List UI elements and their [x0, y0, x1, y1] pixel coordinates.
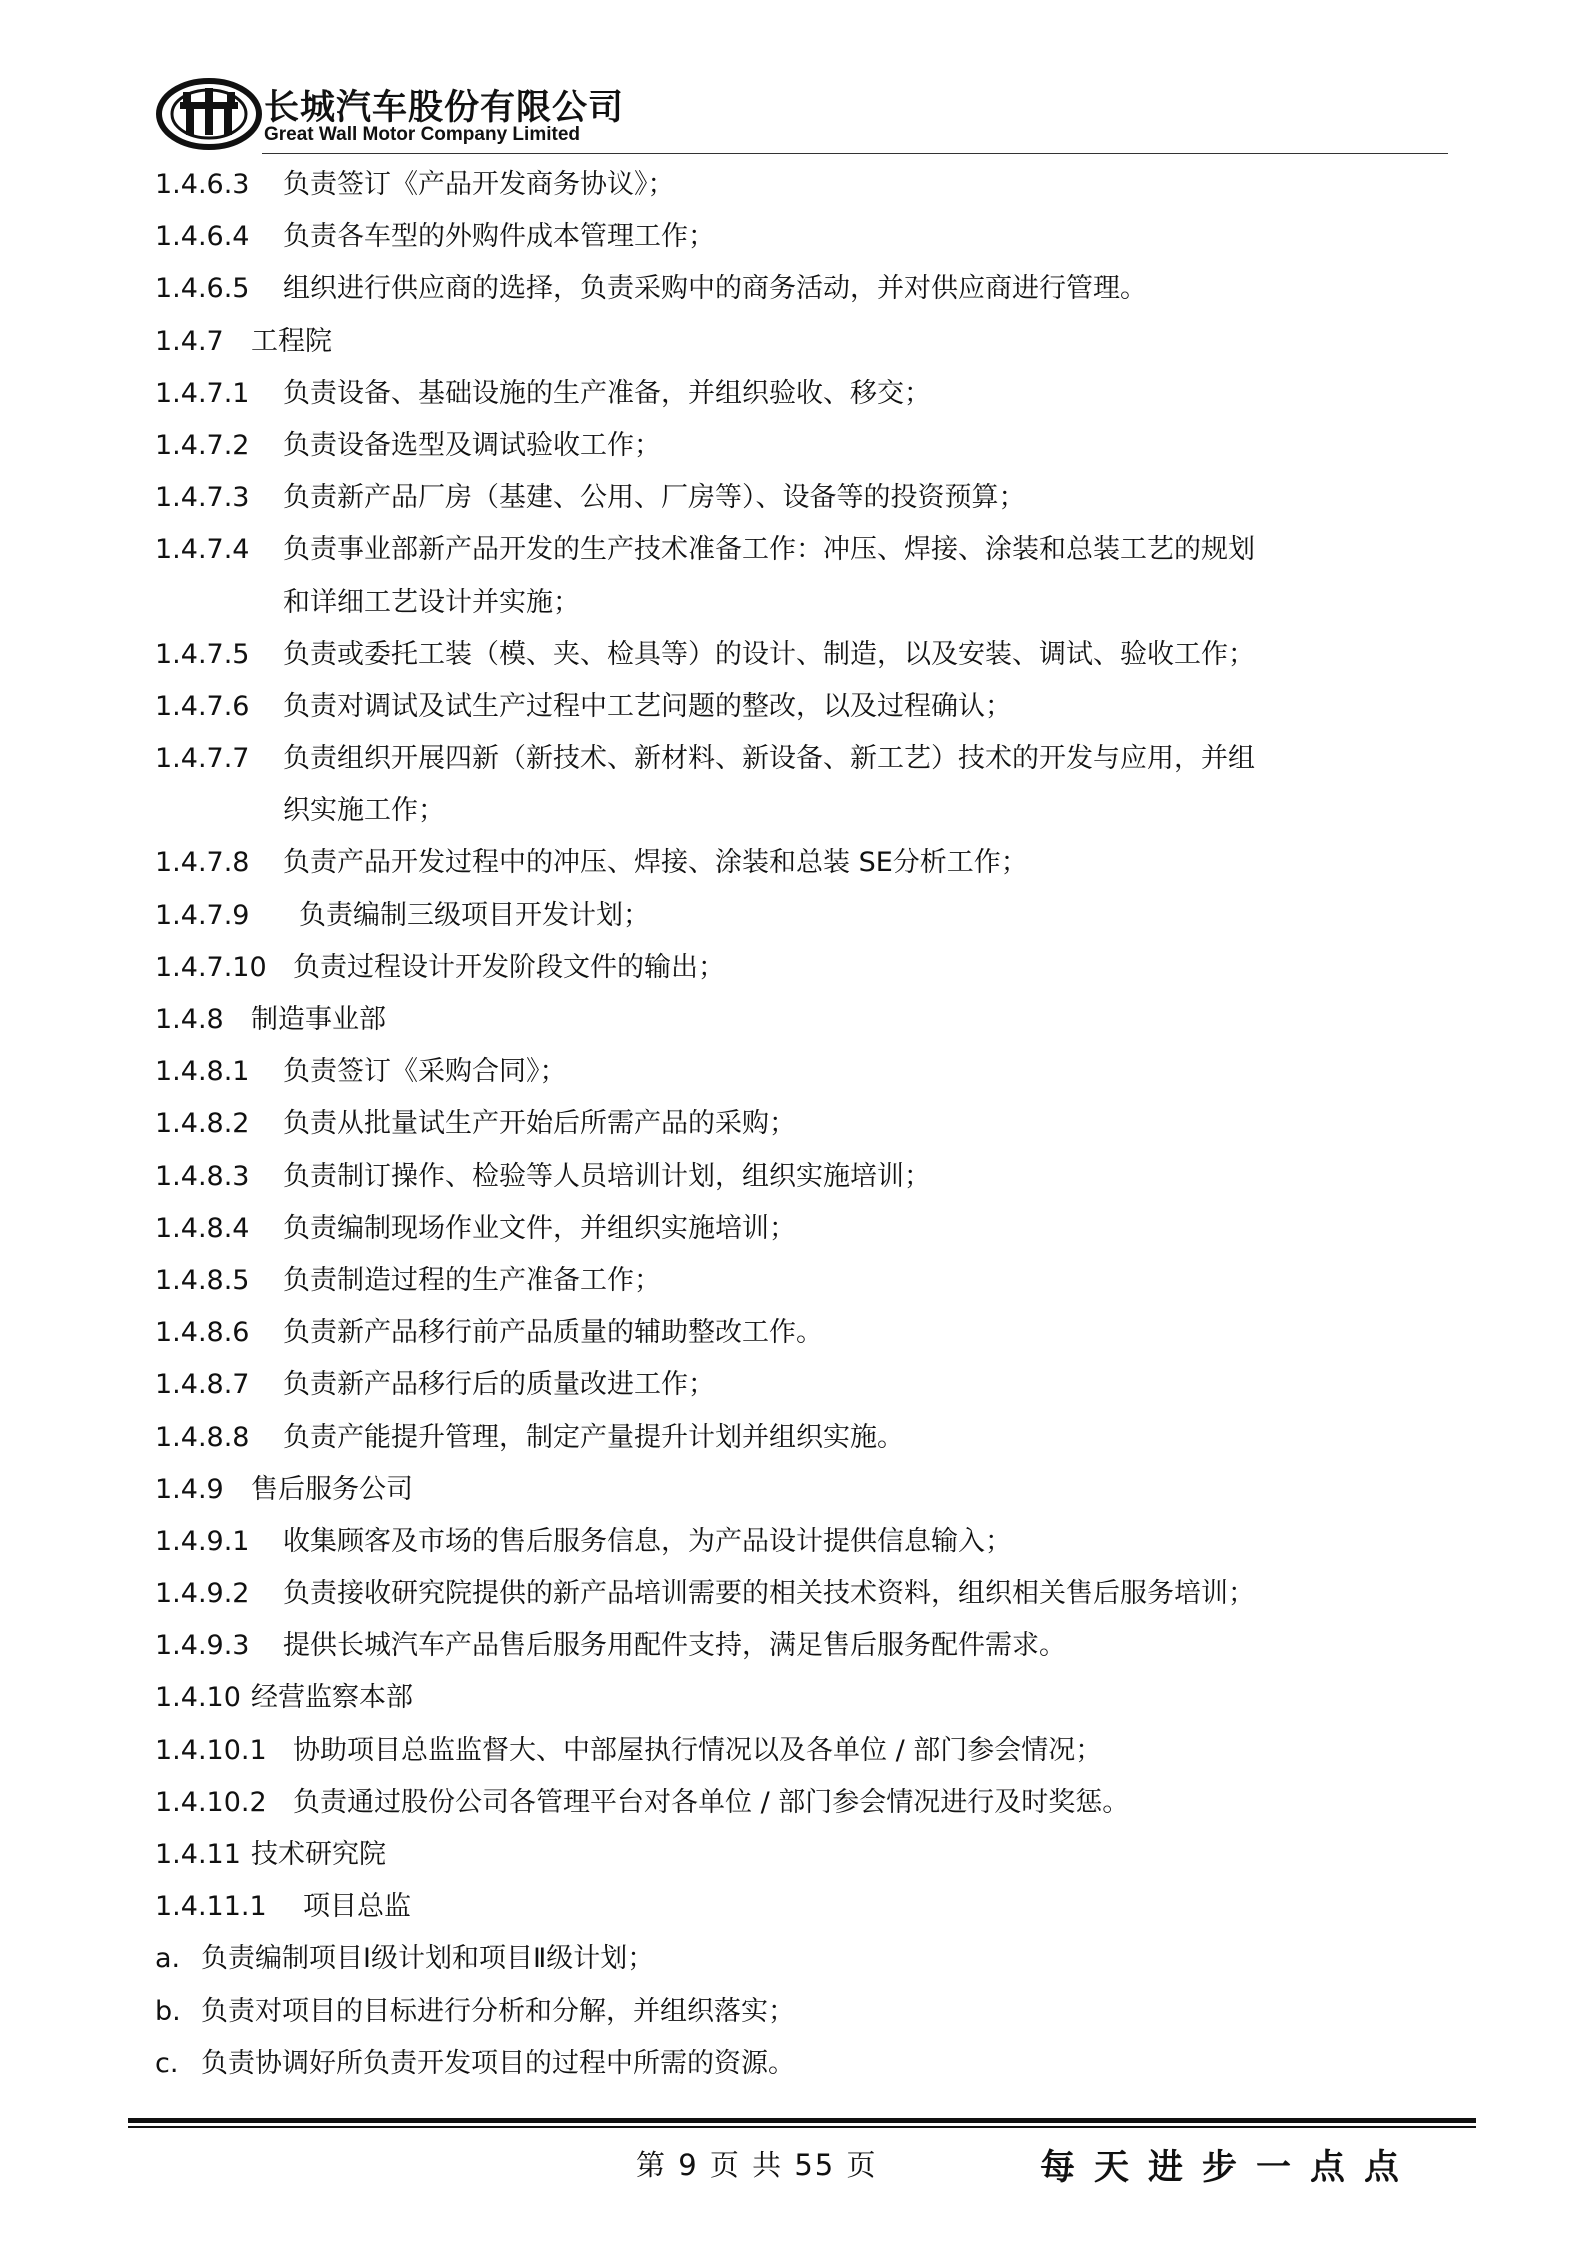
clause-text: 售后服务公司	[251, 1473, 413, 1505]
clause-line	[155, 1620, 1445, 1672]
clause-text: 负责事业部新产品开发的生产技术准备工作：冲压、焊接、涂装和总装工艺的规划	[283, 534, 1255, 566]
great-wall-logo-icon	[156, 78, 262, 150]
clause-number: 1.4.7.8	[155, 847, 250, 879]
clause-text: 织实施工作；	[283, 795, 445, 827]
clause-number: 1.4.7.2	[155, 429, 250, 461]
clause-number: 1.4.8.6	[155, 1317, 250, 1349]
clause-text: 负责各车型的外购件成本管理工作；	[283, 221, 715, 253]
document-header	[150, 76, 1450, 156]
clause-number: 1.4.11	[155, 1839, 241, 1870]
clause-line	[155, 1986, 1445, 2038]
clause-text: 负责制订操作、检验等人员培训计划，组织实施培训；	[283, 1160, 931, 1192]
clause-line	[155, 2038, 1445, 2090]
clause-line	[155, 159, 1445, 211]
footer-divider-thick	[128, 2118, 1476, 2123]
clause-text: 负责对调试及试生产过程中工艺问题的整改，以及过程确认；	[283, 690, 1012, 722]
clause-number: 1.4.7.9	[155, 899, 250, 931]
clause-line	[155, 1672, 1445, 1724]
clause-number: 1.4.8.3	[155, 1160, 250, 1192]
clause-line	[155, 524, 1445, 576]
clause-line	[155, 1881, 1445, 1933]
clause-line	[155, 316, 1445, 368]
clause-line	[155, 1933, 1445, 1985]
clause-number: 1.4.9.1	[155, 1525, 250, 1557]
clause-line	[155, 942, 1445, 994]
clause-text: 负责通过股份公司各管理平台对各单位 / 部门参会情况进行及时奖惩。	[293, 1786, 1130, 1818]
clause-line	[155, 1568, 1445, 1620]
clause-line	[155, 1255, 1445, 1307]
clause-text: 提供长城汽车产品售后服务用配件支持，满足售后服务配件需求。	[283, 1630, 1066, 1662]
clause-number: 1.4.9	[155, 1473, 224, 1505]
clause-line	[155, 629, 1445, 681]
clause-number: 1.4.7.4	[155, 534, 250, 566]
clause-line	[155, 1203, 1445, 1255]
clause-line	[155, 263, 1445, 315]
clause-number: b.	[155, 1995, 181, 2027]
clause-line	[155, 1307, 1445, 1359]
clause-text: 负责制造过程的生产准备工作；	[283, 1264, 661, 1296]
clause-number: 1.4.8.5	[155, 1264, 250, 1296]
document-body	[155, 159, 1445, 2090]
clause-text: 负责接收研究院提供的新产品培训需要的相关技术资料，组织相关售后服务培训；	[283, 1578, 1255, 1610]
clause-number: 1.4.7.5	[155, 638, 250, 670]
clause-text: 负责新产品移行前产品质量的辅助整改工作。	[283, 1317, 823, 1349]
clause-text: 负责产能提升管理，制定产量提升计划并组织实施。	[283, 1421, 904, 1453]
clause-text: 负责编制三级项目开发计划；	[299, 899, 650, 931]
clause-number: 1.4.10.1	[155, 1734, 267, 1766]
clause-text: 负责或委托工装（模、夹、检具等）的设计、制造，以及安装、调试、验收工作；	[283, 638, 1255, 670]
clause-text: 协助项目总监监督大、中部屋执行情况以及各单位 / 部门参会情况；	[293, 1734, 1103, 1766]
clause-number: 1.4.8.4	[155, 1212, 250, 1244]
clause-line	[155, 472, 1445, 524]
clause-line	[155, 1777, 1445, 1829]
clause-line	[155, 1412, 1445, 1464]
clause-text: 负责新产品移行后的质量改进工作；	[283, 1369, 715, 1401]
clause-text: 和详细工艺设计并实施；	[283, 586, 580, 618]
clause-number: 1.4.7.6	[155, 690, 250, 722]
footer-slogan: 每天进步一点点	[1040, 2148, 1419, 2188]
clause-text: 负责过程设计开发阶段文件的输出；	[293, 951, 725, 983]
clause-text: 制造事业部	[251, 1004, 386, 1035]
clause-line	[155, 785, 1445, 837]
clause-number: 1.4.7.10	[155, 951, 267, 983]
clause-number: 1.4.9.3	[155, 1630, 250, 1662]
clause-number: 1.4.7.7	[155, 743, 250, 775]
clause-text: 负责协调好所负责开发项目的过程中所需的资源。	[201, 2047, 795, 2079]
clause-text: 工程院	[251, 325, 332, 357]
clause-text: 负责产品开发过程中的冲压、焊接、涂装和总装 SE分析工作；	[283, 847, 1028, 879]
clause-line	[155, 420, 1445, 472]
clause-line	[155, 1516, 1445, 1568]
clause-line	[155, 577, 1445, 629]
clause-line	[155, 733, 1445, 785]
clause-text: 技术研究院	[251, 1839, 386, 1870]
clause-line	[155, 1725, 1445, 1777]
clause-line	[155, 1046, 1445, 1098]
clause-number: 1.4.6.5	[155, 273, 250, 305]
clause-number: 1.4.10	[155, 1682, 241, 1714]
clause-number: 1.4.10.2	[155, 1786, 267, 1818]
clause-number: 1.4.8.2	[155, 1108, 250, 1140]
clause-line	[155, 211, 1445, 263]
clause-line	[155, 1359, 1445, 1411]
clause-text: 负责从批量试生产开始后所需产品的采购；	[283, 1108, 796, 1140]
clause-text: 负责编制项目Ⅰ级计划和项目Ⅱ级计划；	[201, 1943, 655, 1975]
clause-number: 1.4.8	[155, 1004, 224, 1035]
clause-text: 负责组织开展四新（新技术、新材料、新设备、新工艺）技术的开发与应用，并组	[283, 743, 1255, 775]
clause-text: 经营监察本部	[251, 1682, 413, 1714]
page-number: 第 9 页 共 55 页	[636, 2148, 878, 2182]
clause-text: 负责对项目的目标进行分析和分解，并组织落实；	[201, 1995, 795, 2027]
clause-text: 负责设备、基础设施的生产准备，并组织验收、移交；	[283, 377, 931, 409]
clause-line	[155, 1098, 1445, 1150]
clause-line	[155, 1151, 1445, 1203]
company-name-cn: 长城汽车股份有限公司	[264, 88, 625, 128]
clause-number: 1.4.6.3	[155, 169, 250, 200]
clause-number: 1.4.9.2	[155, 1578, 250, 1610]
clause-line	[155, 994, 1445, 1046]
clause-number: c.	[155, 2047, 179, 2079]
company-name-en: Great Wall Motor Company Limited	[264, 124, 580, 145]
clause-line	[155, 837, 1445, 889]
clause-line	[155, 890, 1445, 942]
clause-text: 负责签订《产品开发商务协议》；	[283, 169, 675, 200]
clause-text: 负责设备选型及调试验收工作；	[283, 429, 661, 461]
clause-number: 1.4.7.3	[155, 482, 250, 514]
clause-text: 组织进行供应商的选择，负责采购中的商务活动，并对供应商进行管理。	[283, 273, 1147, 305]
clause-text: 负责编制现场作业文件，并组织实施培训；	[283, 1212, 796, 1244]
footer-divider-thin	[128, 2126, 1476, 2128]
header-divider	[262, 153, 1448, 154]
clause-number: 1.4.8.7	[155, 1369, 250, 1401]
clause-text: 负责新产品厂房（基建、公用、厂房等）、设备等的投资预算；	[283, 482, 1026, 514]
clause-text: 负责签订《采购合同》；	[283, 1056, 567, 1088]
clause-text: 收集顾客及市场的售后服务信息，为产品设计提供信息输入；	[283, 1525, 1012, 1557]
clause-text: 项目总监	[303, 1891, 411, 1923]
clause-line	[155, 681, 1445, 733]
clause-number: 1.4.7	[155, 325, 224, 357]
clause-number: a.	[155, 1943, 181, 1975]
clause-number: 1.4.8.1	[155, 1056, 250, 1088]
clause-number: 1.4.8.8	[155, 1421, 250, 1453]
clause-line	[155, 1829, 1445, 1881]
clause-number: 1.4.7.1	[155, 377, 250, 409]
clause-line	[155, 368, 1445, 420]
clause-number: 1.4.6.4	[155, 221, 250, 253]
clause-number: 1.4.11.1	[155, 1891, 267, 1923]
clause-line	[155, 1464, 1445, 1516]
